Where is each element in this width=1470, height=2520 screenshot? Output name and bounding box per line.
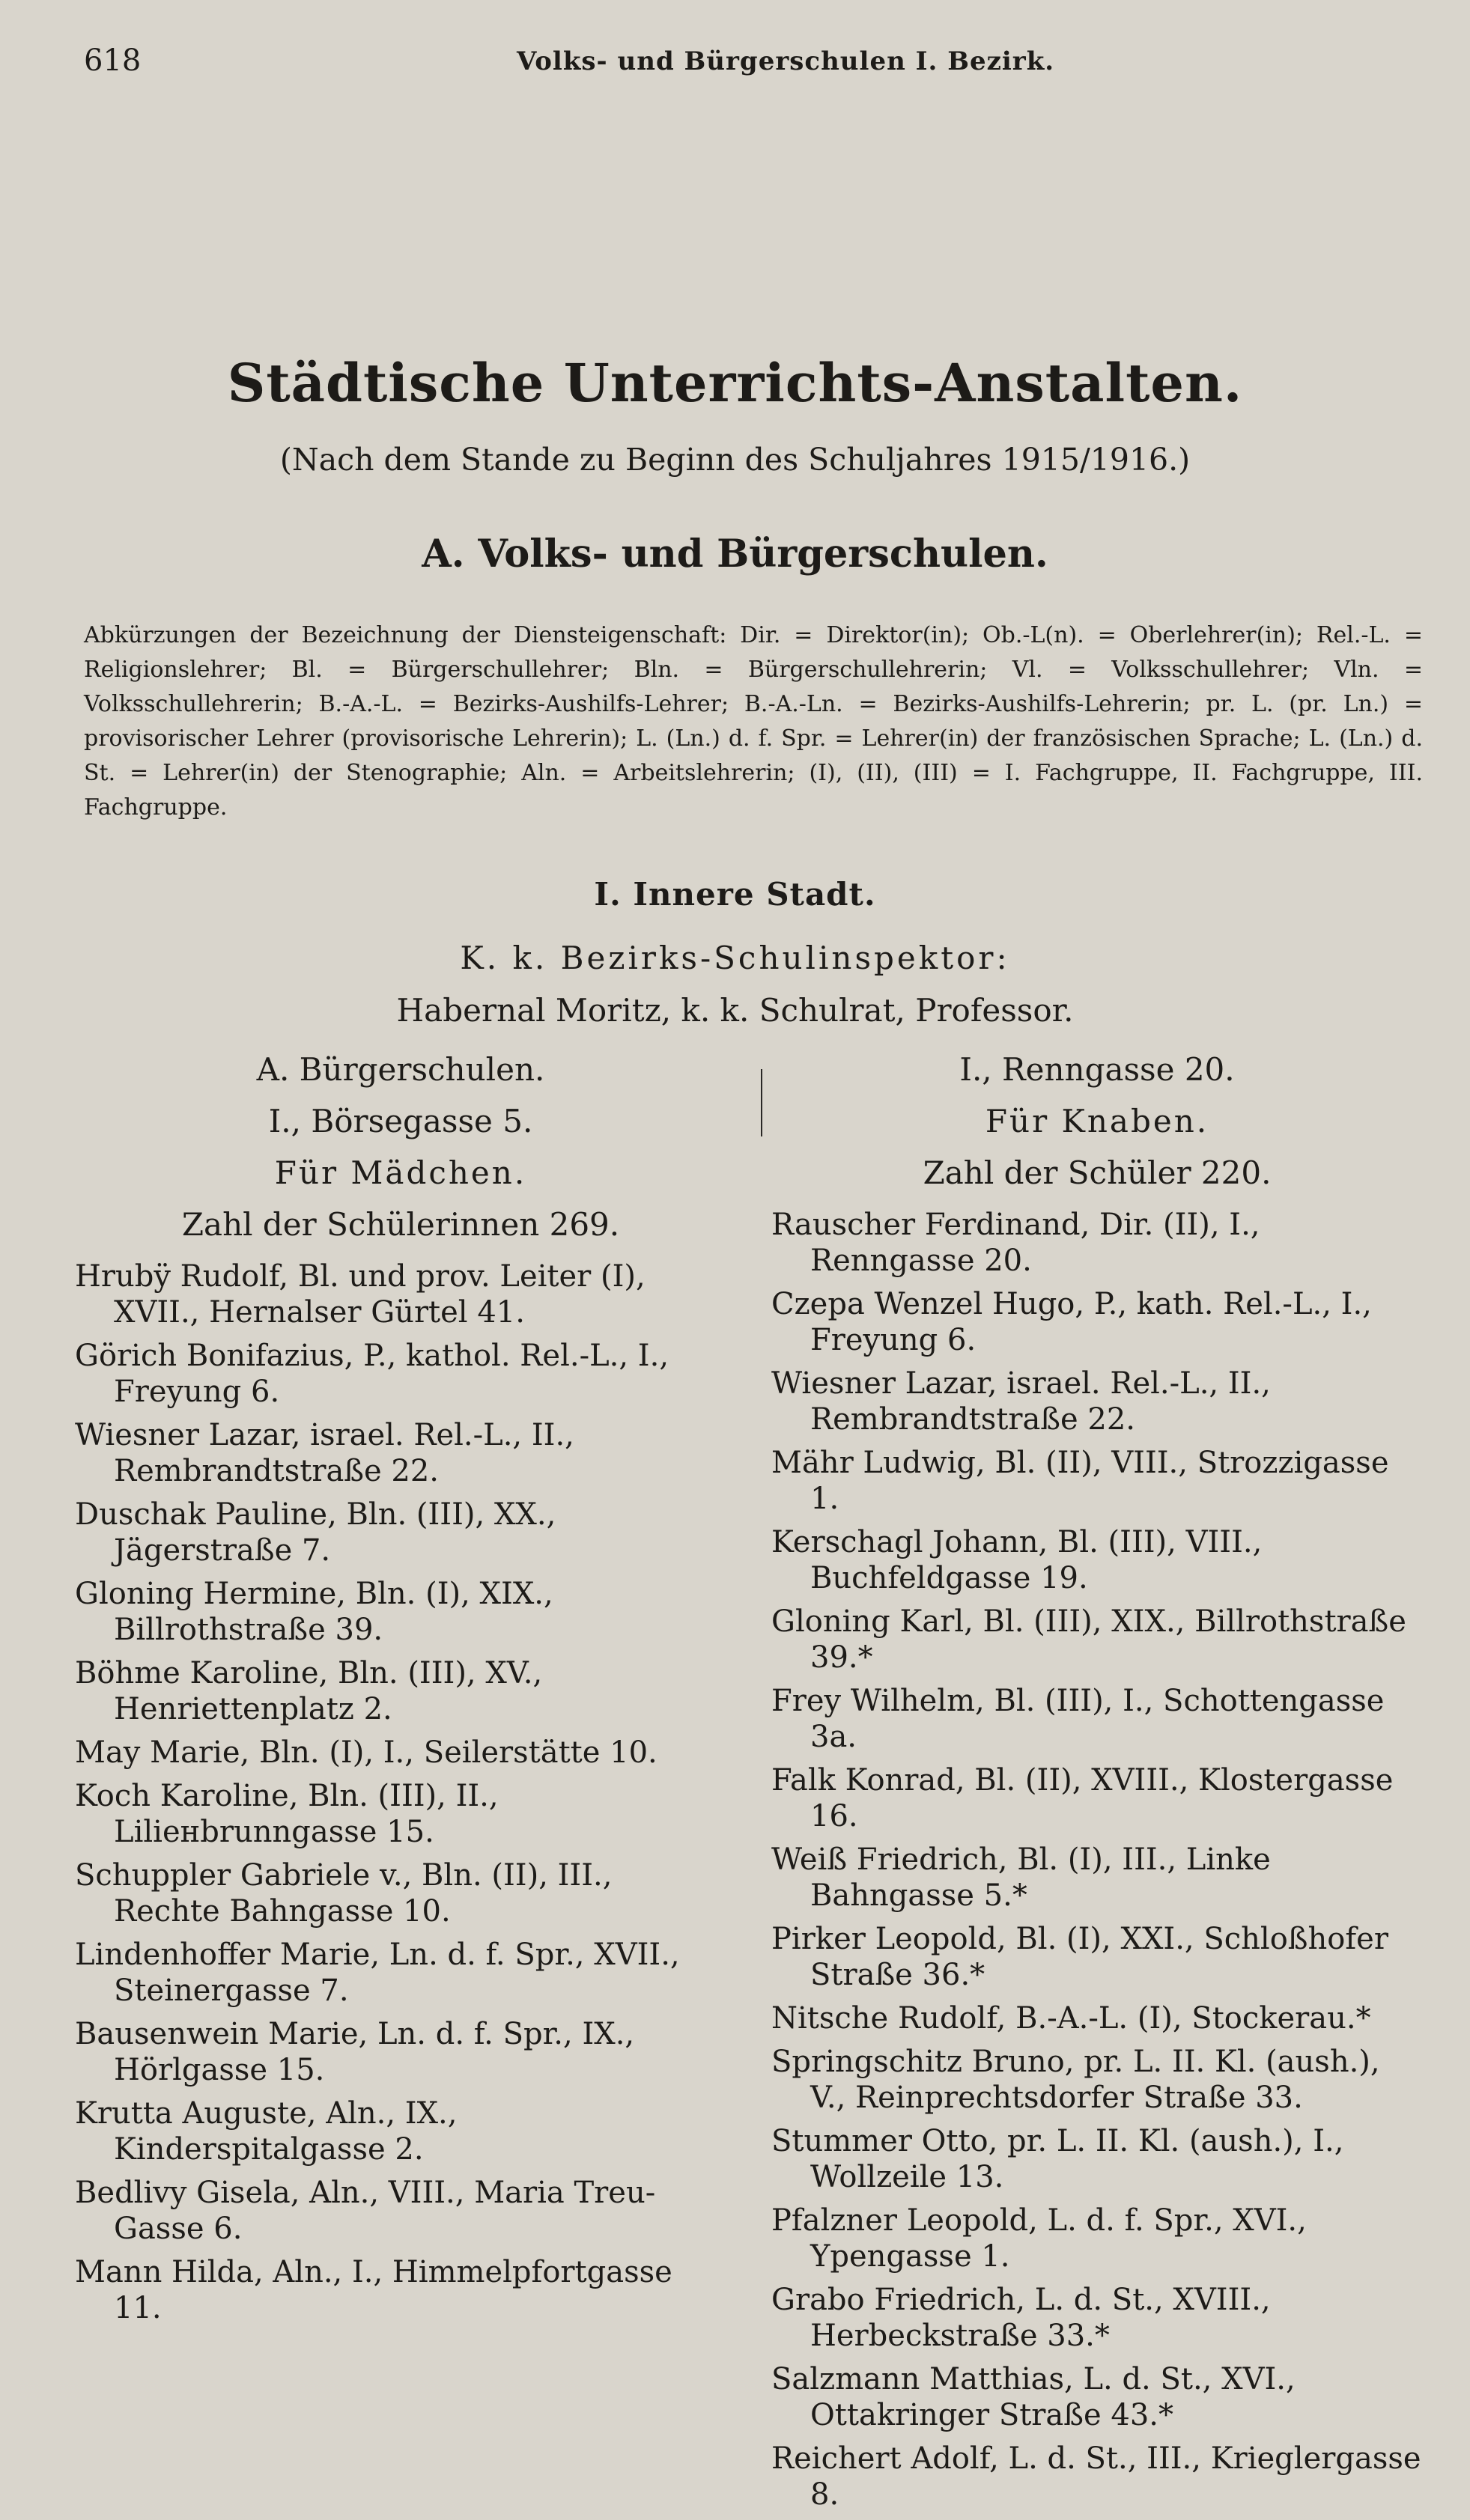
running-title: Volks- und Bürgerschulen I. Bezirk. xyxy=(517,46,1055,76)
staff-entry: Salzmann Matthias, L. d. St., XVI., Ottakringer Straße 43.* xyxy=(771,2362,1296,2432)
district-heading: I. Innere Stadt. xyxy=(594,876,876,913)
student-count: Zahl der Schülerinnen 269. xyxy=(181,1206,620,1243)
staff-entry: Wiesner Lazar, israel. Rel.-L., II., Rembrandtstraße 22. xyxy=(75,1418,574,1488)
abbreviations-paragraph: Abkürzungen der Bezeichnung der Diensteigenschaft: Dir. = Direktor(in); Ob.-L(n). = Oberlehrer(in); Rel.-L. = Religionslehrer; Bl. = Bürgerschullehrer; Bln. = Bürgerschullehrerin; Vl. = Volksschullehrer; Vln. = Volksschullehrerin; B.-A.-L. = Bezirks-Aushilfs-Lehrer; B.-A.-Ln. = Bezirks-Aushilfs-Lehrerin; pr. L. (pr. Ln.) = provisorischer Lehrer (provisorische Lehrerin); L. (Ln.) d. f. Spr. = Lehrer(in) der französischen Sprache; L. (Ln.) d. St. = Lehrer(in) der Stenographie; Aln. = Arbeitslehrerin; (I), (II), (III) = I. Fachgruppe, II. Fachgruppe, III. Fachgruppe. xyxy=(84,622,1423,821)
staff-entry: Frey Wilhelm, Bl. (III), I., Schottengasse 3a. xyxy=(771,1684,1385,1754)
staff-entry: Duschak Pauline, Bln. (III), XX., Jägerstraße 7. xyxy=(75,1497,556,1568)
inspector-name: Habernal Moritz, k. k. Schulrat, Professor. xyxy=(396,992,1074,1029)
staff-entry: Kerschagl Johann, Bl. (III), VIII., Buchfeldgasse 19. xyxy=(771,1525,1263,1595)
staff-entry: Pirker Leopold, Bl. (I), XXI., Schloßhofer Straße 36.* xyxy=(771,1922,1388,1992)
school-address: I., Renngasse 20. xyxy=(959,1051,1235,1088)
main-title: Städtische Unterrichts-Anstalten. xyxy=(227,352,1243,414)
staff-entry: Wiesner Lazar, israel. Rel.-L., II., Rembrandtstraße 22. xyxy=(771,1366,1271,1437)
staff-entry: Mähr Ludwig, Bl. (II), VIII., Strozzigasse 1. xyxy=(771,1446,1389,1516)
staff-entry: Springschitz Bruno, pr. L. II. Kl. (aush.), V., Reinprechtsdorfer Straße 33. xyxy=(771,2045,1380,2115)
school-type-heading: A. Bürgerschulen. xyxy=(256,1051,545,1088)
school-address: I., Börsegasse 5. xyxy=(268,1103,533,1139)
staff-entry: Grabo Friedrich, L. d. St., XVIII., Herbeckstraße 33.* xyxy=(771,2283,1271,2353)
staff-entry: Rauscher Ferdinand, Dir. (II), I., Renngasse 20. xyxy=(771,1208,1260,1278)
staff-entry: Koch Karoline, Bln. (III), II., Liliенbrunngasse 15. xyxy=(75,1779,499,1849)
staff-entry: Nitsche Rudolf, B.-A.-L. (I), Stockerau.* xyxy=(771,2001,1371,2036)
staff-entry: Böhme Karoline, Bln. (III), XV., Henriettenplatz 2. xyxy=(75,1656,543,1726)
staff-entry: Gloning Hermine, Bln. (I), XIX., Billrothstraße 39. xyxy=(75,1577,553,1647)
inspector-label: K. k. Bezirks-Schulinspektor: xyxy=(460,940,1010,976)
staff-entry: Weiß Friedrich, Bl. (I), III., Linke Bahngasse 5.* xyxy=(771,1842,1271,1913)
staff-entry: Reichert Adolf, L. d. St., III., Krieglergasse 8. xyxy=(771,2441,1421,2512)
staff-entry: Bedlivy Gisela, Aln., VIII., Maria Treu-Gasse 6. xyxy=(75,2176,656,2246)
staff-entry: Hrubÿ Rudolf, Bl. und prov. Leiter (I), XVII., Hernalser Gürtel 41. xyxy=(75,1259,646,1330)
column-divider xyxy=(761,1069,762,1136)
staff-entry: Pfalzner Leopold, L. d. f. Spr., XVI., Ypengasse 1. xyxy=(771,2203,1307,2274)
staff-entry: Stummer Otto, pr. L. II. Kl. (aush.), I., Wollzeile 13. xyxy=(771,2124,1344,2194)
staff-entry: Falk Konrad, Bl. (II), XVIII., Klostergasse 16. xyxy=(771,1763,1394,1833)
page-number: 618 xyxy=(84,43,142,78)
school-gender: Für Mädchen. xyxy=(274,1154,527,1191)
staff-entry: Czepa Wenzel Hugo, P., kath. Rel.-L., I., Freyung 6. xyxy=(771,1287,1372,1357)
staff-entry: Lindenhoffer Marie, Ln. d. f. Spr., XVII., Steinergasse 7. xyxy=(75,1938,680,2008)
right-column xyxy=(771,1052,1423,2520)
school-gender: Für Knaben. xyxy=(985,1103,1209,1139)
section-title: A. Volks- und Bürgerschulen. xyxy=(422,532,1048,576)
staff-entry: Görich Bonifazius, P., kathol. Rel.-L., I., Freyung 6. xyxy=(75,1339,669,1409)
staff-entry: Gloning Karl, Bl. (III), XIX., Billrothstraße 39.* xyxy=(771,1604,1406,1675)
page-header xyxy=(0,43,1470,88)
staff-entry: Schuppler Gabriele v., Bln. (II), III., Rechte Bahngasse 10. xyxy=(75,1858,613,1929)
left-column xyxy=(75,1052,726,2334)
staff-entry: Krutta Auguste, Aln., IX., Kinderspitalgasse 2. xyxy=(75,2096,458,2167)
subtitle: (Nach dem Stande zu Beginn des Schuljahres 1915/1916.) xyxy=(279,442,1191,478)
staff-entry: May Marie, Bln. (I), I., Seilerstätte 10. xyxy=(75,1735,657,1770)
staff-entry: Mann Hilda, Aln., I., Himmelpfortgasse 11. xyxy=(75,2255,672,2325)
staff-entry: Bausenwein Marie, Ln. d. f. Spr., IX., Hörlgasse 15. xyxy=(75,2017,635,2087)
student-count: Zahl der Schüler 220. xyxy=(923,1154,1272,1191)
